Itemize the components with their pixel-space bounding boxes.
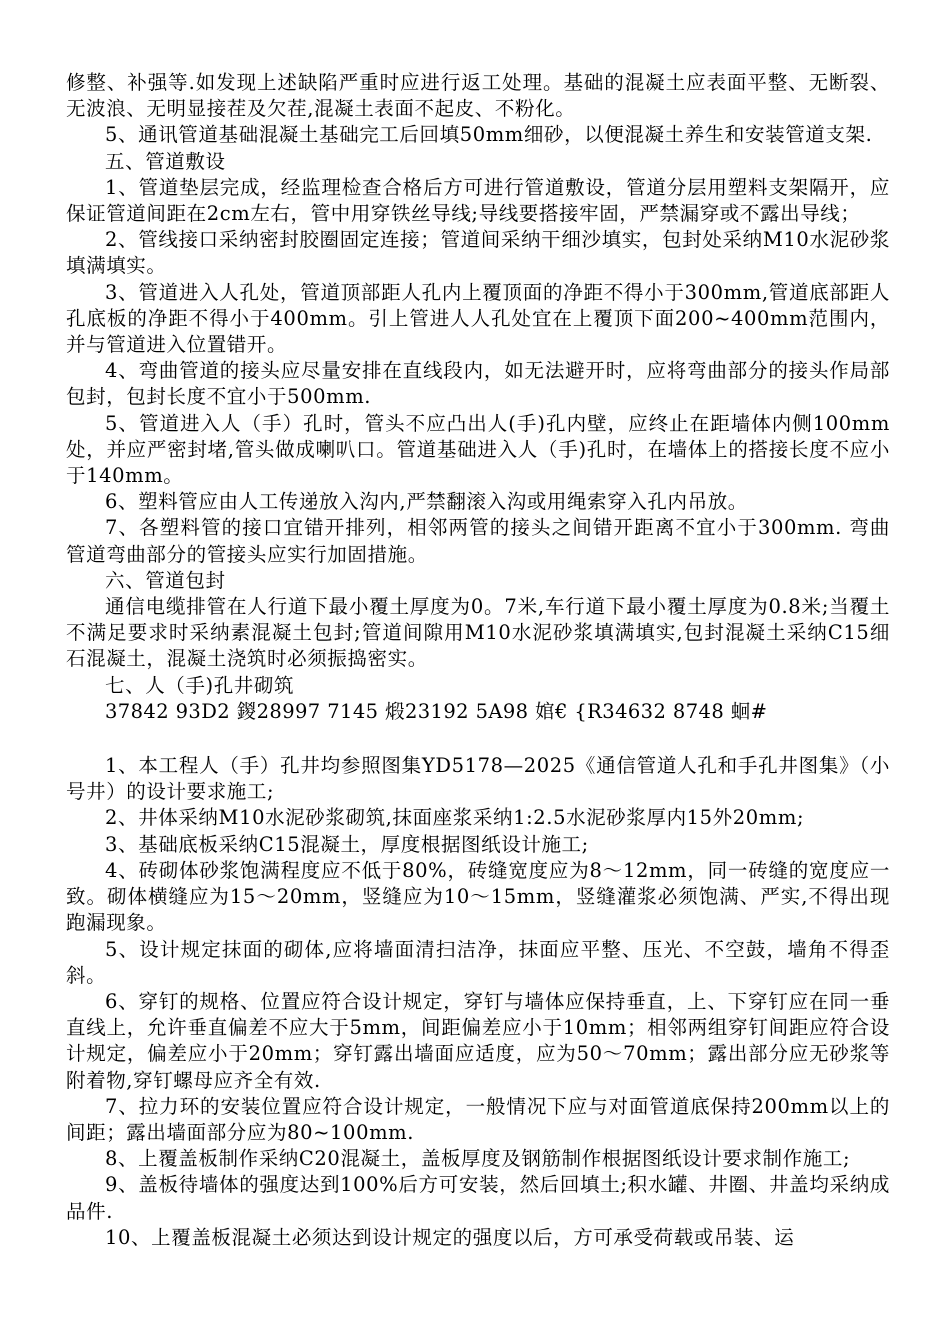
section-heading-5: 五、管道敷设	[105, 149, 226, 173]
paragraph-item: 1、管道垫层完成，经监理检查合格后方可进行管道敷设，管道分层用塑料支架隔开，应保证管道间距在2cm左右，管中用穿铁丝导线;导线要搭接牢固，严禁漏穿或不露出导线；	[66, 175, 890, 226]
paragraph-item: 2、井体采纳M10水泥砂浆砌筑,抹面座浆采纳1:2.5水泥砂浆厚内15外20mm;	[105, 806, 805, 830]
paragraph-item: 2、管线接口采纳密封胶圈固定连接；管道间采纳干细沙填实，包封处采纳M10水泥砂浆填满填实。	[66, 228, 890, 278]
paragraph-item: 5、设计规定抹面的砌体,应将墙面清扫洁净，抹面应平整、压光、不空鼓，墙角不得歪斜。	[66, 937, 890, 987]
paragraph-item: 8、上覆盖板制作采纳C20混凝土，盖板厚度及钢筋制作根据图纸设计要求制作施工;	[105, 1147, 851, 1171]
garbled-text-line: 37842 93D2 鍐28997 7145 煅23192 5A98 婠€ {R34632 8748 蛔#	[105, 699, 768, 723]
paragraph-item: 10、上覆盖板混凝土必须达到设计规定的强度以后，方可承受荷载或吊装、运	[105, 1225, 795, 1249]
paragraph-item: 9、盖板待墙体的强度达到100%后方可安装，然后回填土;积水罐、井圈、井盖均采纳成品件.	[66, 1173, 890, 1223]
paragraph-item: 4、砖砌体砂浆饱满程度应不低于80%，砖缝宽度应为8～12mm，同一砖缝的宽度应一致。砌体横缝应为15～20mm，竖缝应为10～15mm，竖缝灌浆必须饱满、严实,不得出现跑漏现象。	[66, 858, 890, 935]
paragraph-item: 5、通讯管道基础混凝土基础完工后回填50mm细砂，以便混凝土养生和安装管道支架.	[105, 123, 873, 147]
paragraph-item: 6、塑料管应由人工传递放入沟内,严禁翻滚入沟或用绳索穿入孔内吊放。	[105, 490, 748, 514]
section-heading-6: 六、管道包封	[105, 568, 226, 592]
paragraph-item: 7、各塑料管的接口宜错开排列，相邻两管的接头之间错开距离不宜小于300mm. 弯曲管道弯曲部分的管接头应实行加固措施。	[66, 516, 890, 566]
section-heading-7: 七、人（手)孔井砌筑	[105, 673, 295, 697]
paragraph-item: 3、管道进入人孔处，管道顶部距人孔内上覆顶面的净距不得小于300mm,管道底部距人孔底板的净距不得小于400mm。引上管进人人孔处宜在上覆顶下面200~400mm范围内，并与管道进入位置错开。	[66, 280, 890, 357]
paragraph-item: 1、本工程人（手）孔井均参照图集YD5178—2025《通信管道人孔和手孔井图集》（小号井）的设计要求施工;	[66, 754, 890, 804]
paragraph-item: 4、弯曲管道的接头应尽量安排在直线段内，如无法避开时，应将弯曲部分的接头作局部包封，包封长度不宜小于500mm.	[66, 359, 890, 409]
paragraph-item: 6、穿钉的规格、位置应符合设计规定，穿钉与墙体应保持垂直，上、下穿钉应在同一垂直线上，允许垂直偏差不应大于5mm，间距偏差应小于10mm；相邻两组穿钉间距应符合设计规定，偏差应小于20mm；穿钉露出墙面应适度，应为50～70mm；露出部分应无砂浆等附着物,穿钉螺母应齐全有效.	[66, 989, 890, 1092]
paragraph-item: 5、管道进入人（手）孔时，管头不应凸出人(手)孔内壁，应终止在距墙体内侧100mm处，并应严密封堵,管头做成喇叭口。管道基础进入人（手)孔时，在墙体上的搭接长度不应小于140mm。	[66, 411, 890, 488]
paragraph-item: 7、拉力环的安装位置应符合设计规定，一般情况下应与对面管道底保持200mm以上的间距；露出墙面部分应为80~100mm.	[66, 1094, 890, 1144]
paragraph-continuation: 修整、补强等.如发现上述缺陷严重时应进行返工处理。基础的混凝土应表面平整、无断裂、无波浪、无明显接茬及欠茬,混凝土表面不起皮、不粉化。	[66, 71, 890, 121]
paragraph-item: 3、基础底板采纳C15混凝土，厚度根据图纸设计施工;	[105, 832, 589, 856]
blank-line	[66, 725, 890, 753]
paragraph-item: 通信电缆排管在人行道下最小覆土厚度为0。7米,车行道下最小覆土厚度为0.8米;当覆土不满足要求时采纳素混凝土包封;管道间隙用M10水泥砂浆填满填实,包封混凝土采纳C15细石混凝土，混凝土浇筑时必须振捣密实。	[66, 595, 890, 671]
